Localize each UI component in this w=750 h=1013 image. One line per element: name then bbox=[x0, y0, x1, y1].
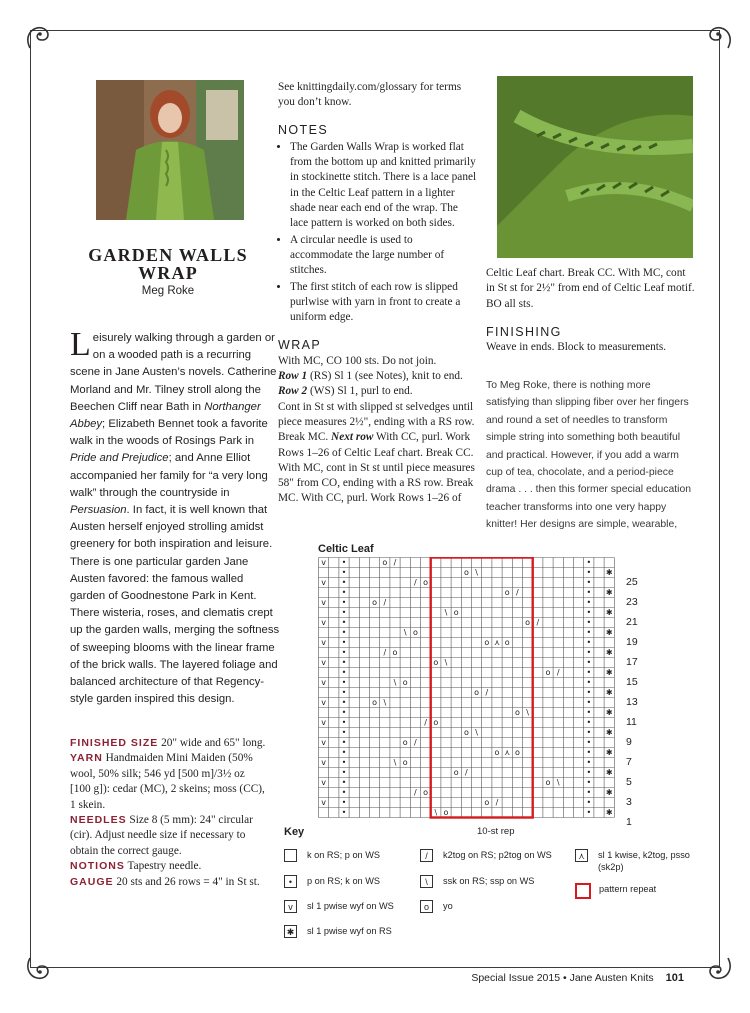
chart-stitch: o bbox=[504, 638, 510, 647]
chart-stitch: \ bbox=[475, 728, 478, 737]
chart-stitch: • bbox=[586, 628, 592, 637]
chart-stitch: • bbox=[586, 778, 592, 787]
row-number: 19 bbox=[626, 636, 638, 648]
chart-stitch: • bbox=[586, 758, 592, 767]
wrap-continued: Celtic Leaf chart. Break CC. With MC, cont in St st for 2½" from end of Celtic Leaf motif. BO all sts. bbox=[486, 267, 695, 310]
chart-stitch: v bbox=[321, 618, 326, 627]
chart-stitch: • bbox=[586, 788, 592, 797]
chart-stitch: \ bbox=[475, 568, 478, 577]
chart-stitch: / bbox=[495, 798, 499, 807]
chart-stitch: • bbox=[586, 608, 592, 617]
page-number: 101 bbox=[665, 972, 684, 984]
corner-flourish-icon bbox=[22, 22, 56, 56]
chart-stitch: o bbox=[423, 788, 429, 797]
chart-stitch: o bbox=[372, 698, 378, 707]
chart-stitch: o bbox=[463, 728, 469, 737]
chart-stitch: o bbox=[453, 608, 459, 617]
chart-stitch: • bbox=[586, 618, 592, 627]
chart-stitch: ✱ bbox=[605, 708, 613, 717]
chart-stitch: / bbox=[383, 598, 387, 607]
chart-stitch: / bbox=[485, 688, 489, 697]
chart-stitch: o bbox=[463, 568, 469, 577]
key-item-slip-rs: ✱ sl 1 pwise wyf on RS bbox=[284, 925, 392, 938]
chart-stitch: • bbox=[341, 658, 347, 667]
chart-stitch: o bbox=[402, 758, 408, 767]
chart-stitch: v bbox=[321, 558, 326, 567]
chart-stitch: ✱ bbox=[605, 808, 613, 817]
row-number: 1 bbox=[626, 816, 632, 828]
chart-title: Celtic Leaf bbox=[318, 543, 374, 555]
chart-stitch: o bbox=[443, 808, 449, 817]
list-item: • A circular needle is used to accommodate the large number of stitches. bbox=[290, 233, 478, 279]
chart-stitch: • bbox=[586, 768, 592, 777]
chart-stitch: \ bbox=[556, 778, 560, 787]
chart-stitch: o bbox=[382, 558, 388, 567]
materials-specs bbox=[70, 736, 266, 890]
celtic-leaf-chart bbox=[318, 557, 623, 823]
key-item-sk2p: ⋏ sl 1 kwise, k2tog, psso (sk2p) bbox=[575, 849, 693, 873]
chart-stitch: • bbox=[341, 708, 347, 717]
book-title: Northanger Abbey bbox=[70, 400, 261, 431]
chart-stitch: • bbox=[341, 758, 347, 767]
list-item: • The Garden Walls Wrap is worked flat from the bottom up and knitted primarily in stockinette stitch. There is a lace panel in the Celtic Leaf pattern in a lighter shade near each end of the wrap. The lace pattern is worked on both sides. bbox=[290, 140, 478, 232]
key-item-k2tog: / k2tog on RS; p2tog on WS bbox=[420, 849, 552, 862]
notes-list bbox=[278, 140, 478, 326]
chart-stitch: o bbox=[433, 658, 439, 667]
chart-stitch: v bbox=[321, 718, 326, 727]
key-item-repeat: pattern repeat bbox=[575, 883, 656, 899]
spec-item: FINISHED SIZE 20" wide and 65" long. bbox=[70, 737, 266, 749]
chart-stitch: • bbox=[341, 738, 347, 747]
chart-stitch: • bbox=[341, 618, 347, 627]
chart-stitch: • bbox=[586, 558, 592, 567]
chart-stitch: ✱ bbox=[605, 668, 613, 677]
slash-icon: / bbox=[420, 849, 433, 862]
chart-stitch: • bbox=[341, 798, 347, 807]
chart-stitch: v bbox=[321, 758, 326, 767]
corner-flourish-icon bbox=[702, 950, 736, 984]
finishing-text: Weave in ends. Block to measurements. bbox=[486, 341, 667, 354]
star-icon: ✱ bbox=[284, 925, 297, 938]
chart-stitch: / bbox=[383, 648, 387, 657]
chart-stitch: o bbox=[525, 618, 531, 627]
column-two bbox=[278, 80, 478, 507]
chart-stitch: v bbox=[321, 598, 326, 607]
row-number: 17 bbox=[626, 656, 638, 668]
glossary-note: See knittingdaily.com/glossary for terms you don’t know. bbox=[278, 81, 462, 109]
chart-stitch: / bbox=[536, 618, 540, 627]
spec-item: NOTIONS Tapestry needle. bbox=[70, 860, 202, 873]
chart-stitch: ✱ bbox=[605, 688, 613, 697]
chart-stitch: • bbox=[586, 648, 592, 657]
chart-stitch: • bbox=[341, 588, 347, 597]
intro-part-1: eisurely walking through a garden or on a wooded path is a recurring scene in Jane Austen’s novels. Catherine Morland and Mr. Tilney stroll along the Beechen Cliff near Bath in bbox=[70, 332, 277, 413]
pattern-title bbox=[70, 246, 266, 282]
chart-stitch: v bbox=[321, 678, 326, 687]
key-item-purl: • p on RS; k on WS bbox=[284, 875, 380, 888]
book-title: Persuasion bbox=[70, 504, 127, 517]
corner-flourish-icon bbox=[22, 950, 56, 984]
row-number: 15 bbox=[626, 676, 638, 688]
designer-bio: To Meg Roke, there is nothing more satisfying than slipping fiber over her fingers and round a set of needles to transform simple string into something both beautiful and practical. However, if you add a warm cup of tea, chocolate, and a period-piece drama . . . then this former special education teacher transforms into one very happy knitter! Her designs are simple, wearable, bbox=[486, 380, 692, 531]
drop-cap: L bbox=[70, 326, 91, 363]
row-number: 21 bbox=[626, 616, 638, 628]
chart-stitch: • bbox=[586, 728, 592, 737]
chart-stitch: v bbox=[321, 778, 326, 787]
finishing-heading: FINISHING bbox=[486, 324, 562, 339]
chart-stitch: / bbox=[414, 738, 417, 747]
corner-flourish-icon bbox=[702, 22, 736, 56]
chart-stitch: • bbox=[586, 738, 592, 747]
chart-stitch: \ bbox=[444, 608, 448, 617]
key-item-yo: o yo bbox=[420, 900, 453, 913]
chart-stitch: • bbox=[586, 698, 592, 707]
chart-stitch: o bbox=[514, 708, 520, 717]
intro-part-4: . In fact, it is well known that Austen herself enjoyed strolling amidst greenery for both inspiration and leisure. There is one particular garden Jane Austen favored: the famous walled garden of Goodnestone Park in Kent. There wisteria, roses, and clematis crept up the garden walls, merging the softness of sweeping blooms with the linear frame of the brick walls. The layered foliage and balanced architecture of that Regency-style garden inspired this design. bbox=[70, 504, 280, 706]
chart-stitch: / bbox=[393, 558, 397, 567]
chart-stitch: • bbox=[341, 578, 347, 587]
chart-stitch: • bbox=[586, 658, 592, 667]
chart-stitch: v bbox=[321, 578, 326, 587]
chart-stitch: • bbox=[341, 568, 347, 577]
chart-stitch: ✱ bbox=[605, 768, 613, 777]
chart-stitch: / bbox=[414, 788, 417, 797]
issue-title: Special Issue 2015 • Jane Austen Knits bbox=[471, 972, 654, 984]
chart-stitch: o bbox=[423, 578, 429, 587]
chart-stitch: v bbox=[321, 658, 326, 667]
chart-stitch: o bbox=[545, 668, 551, 677]
chart-stitch: • bbox=[586, 718, 592, 727]
chart-stitch: • bbox=[341, 728, 347, 737]
row-number: 5 bbox=[626, 776, 632, 788]
chart-stitch: • bbox=[341, 678, 347, 687]
chart-stitch: o bbox=[412, 628, 418, 637]
chart-stitch: o bbox=[484, 638, 490, 647]
row-number: 23 bbox=[626, 596, 638, 608]
chart-stitch: • bbox=[586, 748, 592, 757]
chart-stitch: o bbox=[494, 748, 500, 757]
spec-item: NEEDLES Size 8 (5 mm): 24" circular (cir). Adjust needle size if necessary to obtain the correct gauge. bbox=[70, 814, 253, 857]
chart-stitch: • bbox=[341, 768, 347, 777]
book-title: Pride and Prejudice bbox=[70, 452, 169, 465]
chart-stitch: • bbox=[586, 688, 592, 697]
wrap-instructions: With MC, CO 100 sts. Do not join. Row 1 (RS) Sl 1 (see Notes), knit to end. Row 2 (WS) Sl 1, purl to end. Cont in St st with slipped st selvedges until piece measures 2½", ending with a RS row. Break MC. Next row With CC, purl. Work Rows 1–26 of Celtic Leaf chart. Break CC. With MC, cont in St st until piece measures 58" from CO, ending with a RS row. Break MC. With CC, purl. Work Rows 1–26 of bbox=[278, 354, 475, 505]
chart-stitch: o bbox=[545, 778, 551, 787]
spec-item: GAUGE 20 sts and 26 rows = 4" in St st. bbox=[70, 875, 260, 888]
wrap-heading: WRAP bbox=[278, 338, 322, 353]
chart-stitch: \ bbox=[434, 808, 438, 817]
chart-stitch: ✱ bbox=[605, 788, 613, 797]
chart-stitch: \ bbox=[444, 658, 448, 667]
chart-stitch: o bbox=[453, 768, 459, 777]
chart-stitch: / bbox=[516, 588, 519, 597]
chart-stitch: \ bbox=[393, 758, 397, 767]
chart-stitch: / bbox=[465, 768, 468, 777]
chart-stitch: \ bbox=[403, 628, 407, 637]
chart-stitch: • bbox=[586, 578, 592, 587]
chart-stitch: \ bbox=[393, 678, 397, 687]
chart-stitch: o bbox=[402, 738, 408, 747]
key-item-ssk: \ ssk on RS; ssp on WS bbox=[420, 875, 534, 888]
column-three bbox=[486, 266, 696, 355]
blank-square-icon bbox=[284, 849, 297, 862]
row-number: 3 bbox=[626, 796, 632, 808]
chart-stitch: / bbox=[414, 578, 417, 587]
chart-stitch: v bbox=[321, 698, 326, 707]
chart-stitch: o bbox=[402, 678, 408, 687]
chart-stitch: ✱ bbox=[605, 588, 613, 597]
chart-stitch: • bbox=[586, 638, 592, 647]
chart-stitch: ✱ bbox=[605, 748, 613, 757]
intro-text bbox=[70, 326, 280, 708]
chart-stitch: • bbox=[586, 808, 592, 817]
intro-part-2: ; Elizabeth Bennet took a favorite walk in the woods of Rosings Park in bbox=[70, 418, 268, 448]
chart-stitch: • bbox=[341, 688, 347, 697]
page-footer bbox=[471, 972, 684, 984]
chart-stitch: • bbox=[341, 668, 347, 677]
row-number: 25 bbox=[626, 576, 638, 588]
chart-stitch: o bbox=[514, 748, 520, 757]
notes-heading: NOTES bbox=[278, 122, 329, 137]
chart-stitch: • bbox=[341, 778, 347, 787]
lace-detail-photo bbox=[497, 76, 693, 258]
chart-stitch: • bbox=[341, 608, 347, 617]
chart-stitch: • bbox=[341, 808, 347, 817]
chart-stitch: o bbox=[504, 588, 510, 597]
row-number: 13 bbox=[626, 696, 638, 708]
chart-stitch: • bbox=[586, 598, 592, 607]
chart-stitch: • bbox=[341, 788, 347, 797]
title-line-2: WRAP bbox=[138, 263, 198, 283]
list-item: • The first stitch of each row is slipped purlwise with yarn in front to create a uniform edge. bbox=[290, 280, 478, 326]
chart-stitch: • bbox=[586, 708, 592, 717]
chart-stitch: ✱ bbox=[605, 568, 613, 577]
chart-stitch: • bbox=[341, 638, 347, 647]
chart-stitch: o bbox=[433, 718, 439, 727]
chart-stitch: v bbox=[321, 638, 326, 647]
chart-stitch: • bbox=[341, 748, 347, 757]
chart-stitch: • bbox=[341, 628, 347, 637]
chart-stitch: ✱ bbox=[605, 608, 613, 617]
chart-stitch: • bbox=[341, 558, 347, 567]
chart-stitch: o bbox=[474, 688, 480, 697]
key-item-slip-ws: v sl 1 pwise wyf on WS bbox=[284, 900, 394, 913]
v-icon: v bbox=[284, 900, 297, 913]
chart-stitch: • bbox=[586, 588, 592, 597]
chart-stitch: • bbox=[341, 598, 347, 607]
chart-stitch: ✱ bbox=[605, 628, 613, 637]
designer-name: Meg Roke bbox=[141, 285, 195, 297]
chart-stitch: ⋏ bbox=[494, 638, 500, 647]
key-title: Key bbox=[284, 826, 305, 838]
chart-stitch: v bbox=[321, 738, 326, 747]
chart-stitch: \ bbox=[526, 708, 529, 717]
double-decrease-icon: ⋏ bbox=[575, 849, 588, 862]
chart-stitch: v bbox=[321, 798, 326, 807]
backslash-icon: \ bbox=[420, 875, 433, 888]
chart-stitch: ⋏ bbox=[504, 748, 511, 757]
chart-stitch: • bbox=[341, 698, 347, 707]
row-number: 11 bbox=[626, 716, 637, 728]
repeat-box-icon bbox=[575, 883, 591, 899]
chart-stitch: o bbox=[392, 648, 398, 657]
row-number: 7 bbox=[626, 756, 632, 768]
chart-stitch: • bbox=[341, 648, 347, 657]
title-line-1: GARDEN WALLS bbox=[88, 245, 248, 265]
row-number: 9 bbox=[626, 736, 632, 748]
repeat-label: 10-st rep bbox=[477, 826, 515, 837]
chart-stitch: / bbox=[556, 668, 560, 677]
chart-stitch: o bbox=[484, 798, 490, 807]
dot-icon: • bbox=[284, 875, 297, 888]
chart-stitch: • bbox=[586, 568, 592, 577]
chart-stitch: • bbox=[586, 678, 592, 687]
chart-stitch: • bbox=[586, 668, 592, 677]
chart-stitch: / bbox=[424, 718, 427, 727]
chart-stitch: \ bbox=[383, 698, 387, 707]
chart-stitch: ✱ bbox=[605, 648, 613, 657]
intro-part-3: ; and Anne Elliot accompanied her family for “a very long walk” through the countryside in bbox=[70, 452, 268, 499]
chart-stitch: ✱ bbox=[605, 728, 613, 737]
chart-stitch: • bbox=[341, 718, 347, 727]
key-item-knit: k on RS; p on WS bbox=[284, 849, 380, 862]
model-photo bbox=[96, 80, 244, 220]
chart-stitch: • bbox=[586, 798, 592, 807]
chart-stitch: o bbox=[372, 598, 378, 607]
circle-icon: o bbox=[420, 900, 433, 913]
spec-item: YARN Handmaiden Mini Maiden (50% wool, 50% silk; 546 yd [500 m]/3½ oz [100 g]): cedar (MC), 2 skeins; moss (CC), 1 skein. bbox=[70, 752, 265, 811]
